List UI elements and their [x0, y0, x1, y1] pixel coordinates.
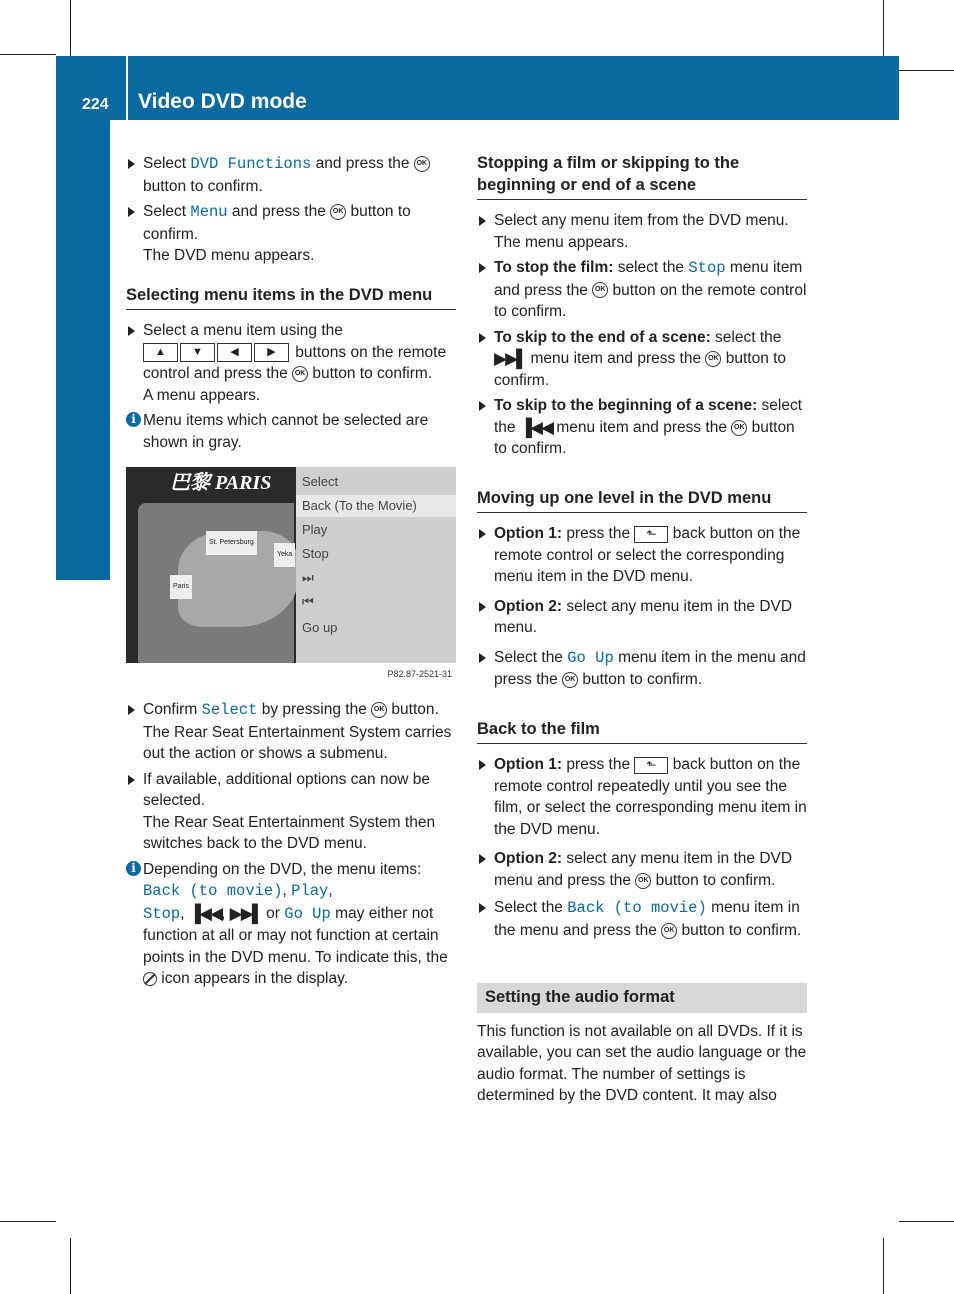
- step-back-option-1: Option 1: press the ⬑ back button on the remote control repeatedly until you see the film, or select the corresponding menu item in the DVD menu.: [477, 754, 807, 840]
- menu-item: ⏭: [302, 570, 314, 585]
- info-note: i Menu items which cannot be selected are shown in gray.: [126, 410, 456, 453]
- ok-icon: OK: [414, 156, 430, 172]
- ok-icon: OK: [731, 420, 747, 436]
- section-heading: Stopping a film or skipping to the beginning or end of a scene: [477, 153, 807, 200]
- ok-icon: OK: [330, 204, 346, 220]
- right-key-icon: ▶: [254, 343, 289, 362]
- crop-mark: [0, 54, 56, 55]
- dvd-banner: 巴黎 PARIS: [170, 472, 272, 494]
- figure-code: P82.87-2521-31: [387, 668, 452, 679]
- back-icon: ⬑: [634, 526, 668, 543]
- left-column: [126, 153, 456, 994]
- skip-back-icon: ▐◀◀: [188, 903, 222, 923]
- left-key-icon: ◀: [217, 343, 252, 362]
- step-up-option-1: Option 1: press the ⬑ back button on the remote control or select the corresponding menu item in the DVD menu.: [477, 523, 807, 588]
- map-image: [138, 503, 294, 663]
- section-heading-audio: Setting the audio format: [477, 983, 807, 1013]
- page-title: Video DVD mode: [138, 90, 307, 113]
- section-heading: Selecting menu items in the DVD menu: [126, 285, 456, 311]
- step-skip-beginning: To skip to the beginning of a scene: select the ▐◀◀ menu item and press the OK button to confirm.: [477, 395, 807, 460]
- dvd-menu: [296, 467, 456, 663]
- ok-icon: OK: [635, 873, 651, 889]
- step-select-menu: Select Menu and press the OK button to confirm. The DVD menu appears.: [126, 201, 456, 267]
- step-stop-film: To stop the film: select the Stop menu item and press the OK button on the remote control to confirm.: [477, 257, 807, 323]
- ok-icon: OK: [705, 351, 721, 367]
- crop-mark: [70, 0, 71, 56]
- map-label: St. Petersburg: [206, 531, 257, 555]
- step-back-to-movie: Select the Back (to movie) menu item in the menu and press the OK button to confirm.: [477, 897, 807, 941]
- info-icon: i: [126, 412, 141, 427]
- ok-icon: OK: [292, 366, 308, 382]
- crop-mark: [883, 0, 884, 56]
- ok-icon: OK: [592, 282, 608, 298]
- skip-back-icon: ▐◀◀: [519, 417, 553, 437]
- info-note: i Depending on the DVD, the menu items: Back (to movie), Play, Stop, ▐◀◀, ▶▶▌ or Go Up may either not function at all or may not function at certain points in the DVD menu. To indicate this, the icon appears in the display.: [126, 859, 456, 990]
- crop-mark: [899, 70, 954, 71]
- back-icon: ⬑: [634, 757, 668, 774]
- menu-item: Play: [302, 522, 328, 537]
- step-confirm-select: Confirm Select by pressing the OK button. The Rear Seat Entertainment System carries out the action or shows a submenu.: [126, 699, 456, 765]
- step-back-option-2: Option 2: select any menu item in the DVD menu and press the OK button to confirm.: [477, 848, 807, 891]
- step-select-menu-item: Select a menu item using the ▲ ▼ ◀ ▶ buttons on the remote control and press the OK button to confirm. A menu appears.: [126, 320, 456, 406]
- section-heading: Back to the film: [477, 719, 807, 745]
- menu-item: Stop: [302, 546, 329, 561]
- menu-item: Back (To the Movie): [302, 498, 417, 513]
- step-skip-end: To skip to the end of a scene: select the ▶▶▌ menu item and press the OK button to confirm.: [477, 327, 807, 392]
- info-icon: i: [126, 861, 141, 876]
- skip-forward-icon: ▶▶▌: [494, 349, 527, 369]
- prohibited-icon: [143, 972, 157, 986]
- step-additional-options: If available, additional options can now be selected. The Rear Seat Entertainment System then switches back to the DVD menu.: [126, 769, 456, 855]
- menu-item: Select: [302, 474, 339, 489]
- up-key-icon: ▲: [143, 343, 178, 362]
- skip-forward-icon: ▶▶▌: [229, 903, 262, 923]
- down-key-icon: ▼: [180, 343, 215, 362]
- map-label: Yeka: [274, 543, 295, 567]
- crop-mark: [899, 1221, 954, 1222]
- menu-item: Go up: [302, 620, 338, 635]
- crop-mark: [883, 1238, 884, 1294]
- step-select-dvd-functions: Select DVD Functions and press the OK button to confirm.: [126, 153, 456, 197]
- crop-mark: [0, 1221, 56, 1222]
- section-heading: Moving up one level in the DVD menu: [477, 488, 807, 514]
- ok-icon: OK: [371, 702, 387, 718]
- chapter-title: Rear Seat Entertainment System: [62, 154, 89, 525]
- step-select-any-item: Select any menu item from the DVD menu. The menu appears.: [477, 210, 807, 253]
- crop-mark: [70, 1238, 71, 1294]
- step-up-option-2: Option 2: select any menu item in the DVD menu.: [477, 596, 807, 639]
- right-column: [477, 153, 807, 1107]
- audio-paragraph: This function is not available on all DVDs. If it is available, you can set the audio language or the audio format. The number of settings is determined by the DVD content. It may also: [477, 1022, 807, 1105]
- dvd-menu-screenshot: [126, 467, 456, 691]
- step-go-up: Select the Go Up menu item in the menu and press the OK button to confirm.: [477, 647, 807, 691]
- map-label: Paris: [170, 575, 192, 599]
- ok-icon: OK: [661, 923, 677, 939]
- menu-item: ⏮: [302, 594, 314, 609]
- ok-icon: OK: [562, 672, 578, 688]
- page-number: 224: [82, 96, 109, 113]
